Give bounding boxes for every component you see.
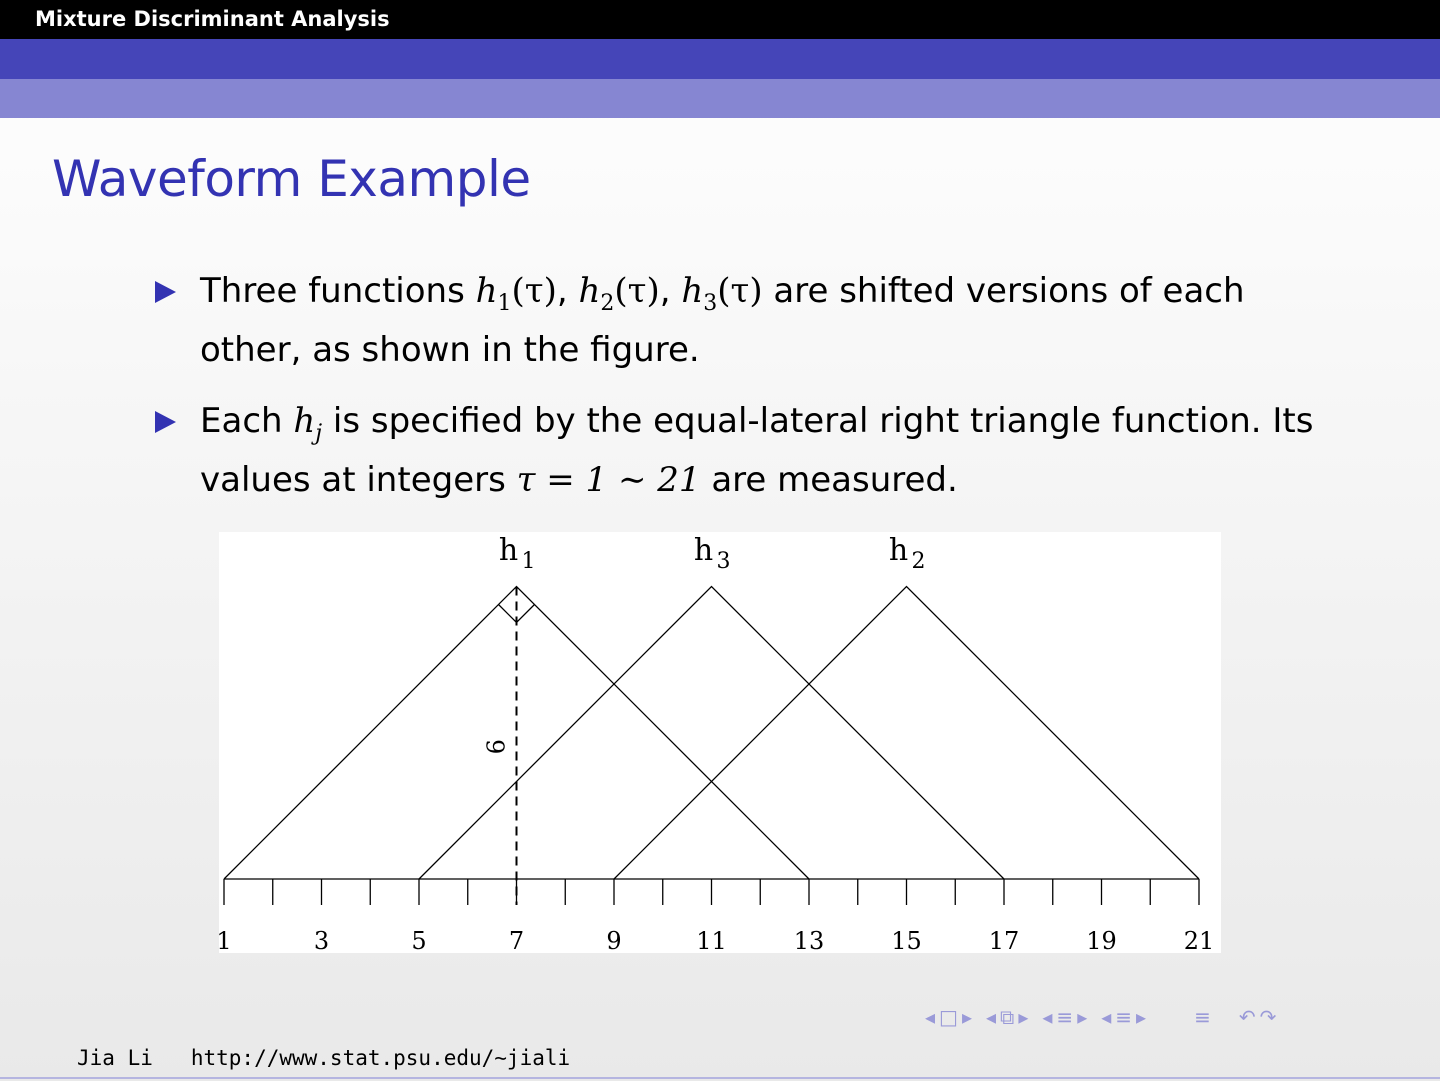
tick-label: 19 (1086, 927, 1117, 955)
footer (77, 1046, 570, 1070)
bullet-triangle-icon (155, 281, 176, 303)
bullet-list (150, 268, 1320, 528)
tau-range-expression: τ = 1 ∼ 21 (516, 459, 701, 500)
nav-prev-frame-icon[interactable]: ◂ (925, 1005, 936, 1029)
peak-label-h3: h (693, 533, 714, 568)
tick-label: 9 (606, 927, 622, 955)
waveform-figure (216, 532, 1221, 955)
bullet-triangle-icon (155, 411, 176, 433)
peak-label-index: 3 (716, 549, 731, 574)
section-title: Mixture Discriminant Analysis (35, 7, 390, 31)
nav-prev-section-icon[interactable]: ◂ (1042, 1005, 1053, 1029)
tick-label: 1 (216, 927, 232, 955)
tick-label: 11 (696, 927, 727, 955)
footer-author: Jia Li (77, 1046, 153, 1070)
footer-rule (0, 1077, 1440, 1079)
bullet-item-1: Three functions $h_1(\tau)$, $h_2(\tau)$, $h_3(\tau)$ are shifted versions of each other, as shown in the figure. (150, 268, 1320, 374)
height-label: 6 (482, 739, 511, 755)
triangle-h2 (614, 587, 1199, 880)
tick-label: 7 (508, 927, 525, 955)
triangle-h3 (419, 587, 1004, 880)
nav-prev-subsection-icon[interactable]: ◂ (1101, 1005, 1112, 1029)
nav-forward-icon[interactable]: ↷ (1259, 1005, 1277, 1029)
tick-label: 5 (411, 927, 427, 955)
nav-next-section-icon[interactable]: ▸ (1077, 1005, 1088, 1029)
nav-next-sub-icon[interactable]: ▸ (1018, 1005, 1029, 1029)
peak-label-index: 1 (521, 549, 536, 574)
nav-next-frame-icon[interactable]: ▸ (961, 1005, 972, 1029)
nav-section-icon[interactable]: ≡ (1056, 1005, 1074, 1029)
section-header (0, 0, 1440, 39)
nav-toc-icon[interactable]: ≡ (1194, 1005, 1211, 1029)
peak-label-h1: h (498, 533, 519, 568)
nav-next-subsection-icon[interactable]: ▸ (1136, 1005, 1147, 1029)
nav-back-icon[interactable]: ↶ (1238, 1005, 1256, 1029)
tick-label: 13 (793, 927, 825, 955)
peak-label-index: 2 (911, 549, 926, 574)
bullet-item-2: Each $h_j$ is specified by the equal-lateral right triangle function. Its values at integers τ = 1 ∼ 21 are measured. (150, 398, 1320, 504)
tick-label: 21 (1183, 927, 1215, 955)
tick-label: 3 (313, 927, 330, 955)
beamer-navigation (925, 1003, 1430, 1031)
header-band-light (0, 79, 1440, 118)
nav-frame-icon[interactable]: □ (939, 1005, 958, 1029)
nav-subsection-icon[interactable]: ≡ (1115, 1005, 1133, 1029)
nav-prev-sub-icon[interactable]: ◂ (986, 1005, 997, 1029)
tick-label: 17 (988, 927, 1020, 955)
tick-label: 15 (891, 927, 922, 955)
peak-label-h2: h (888, 533, 909, 568)
header-band-dark (0, 39, 1440, 79)
waveform-svg (216, 532, 1221, 955)
nav-sub-icon[interactable]: ⧉ (1000, 1005, 1015, 1029)
footer-url: http://www.stat.psu.edu/∼jiali (190, 1046, 571, 1070)
frame-title: Waveform Example (52, 150, 531, 208)
